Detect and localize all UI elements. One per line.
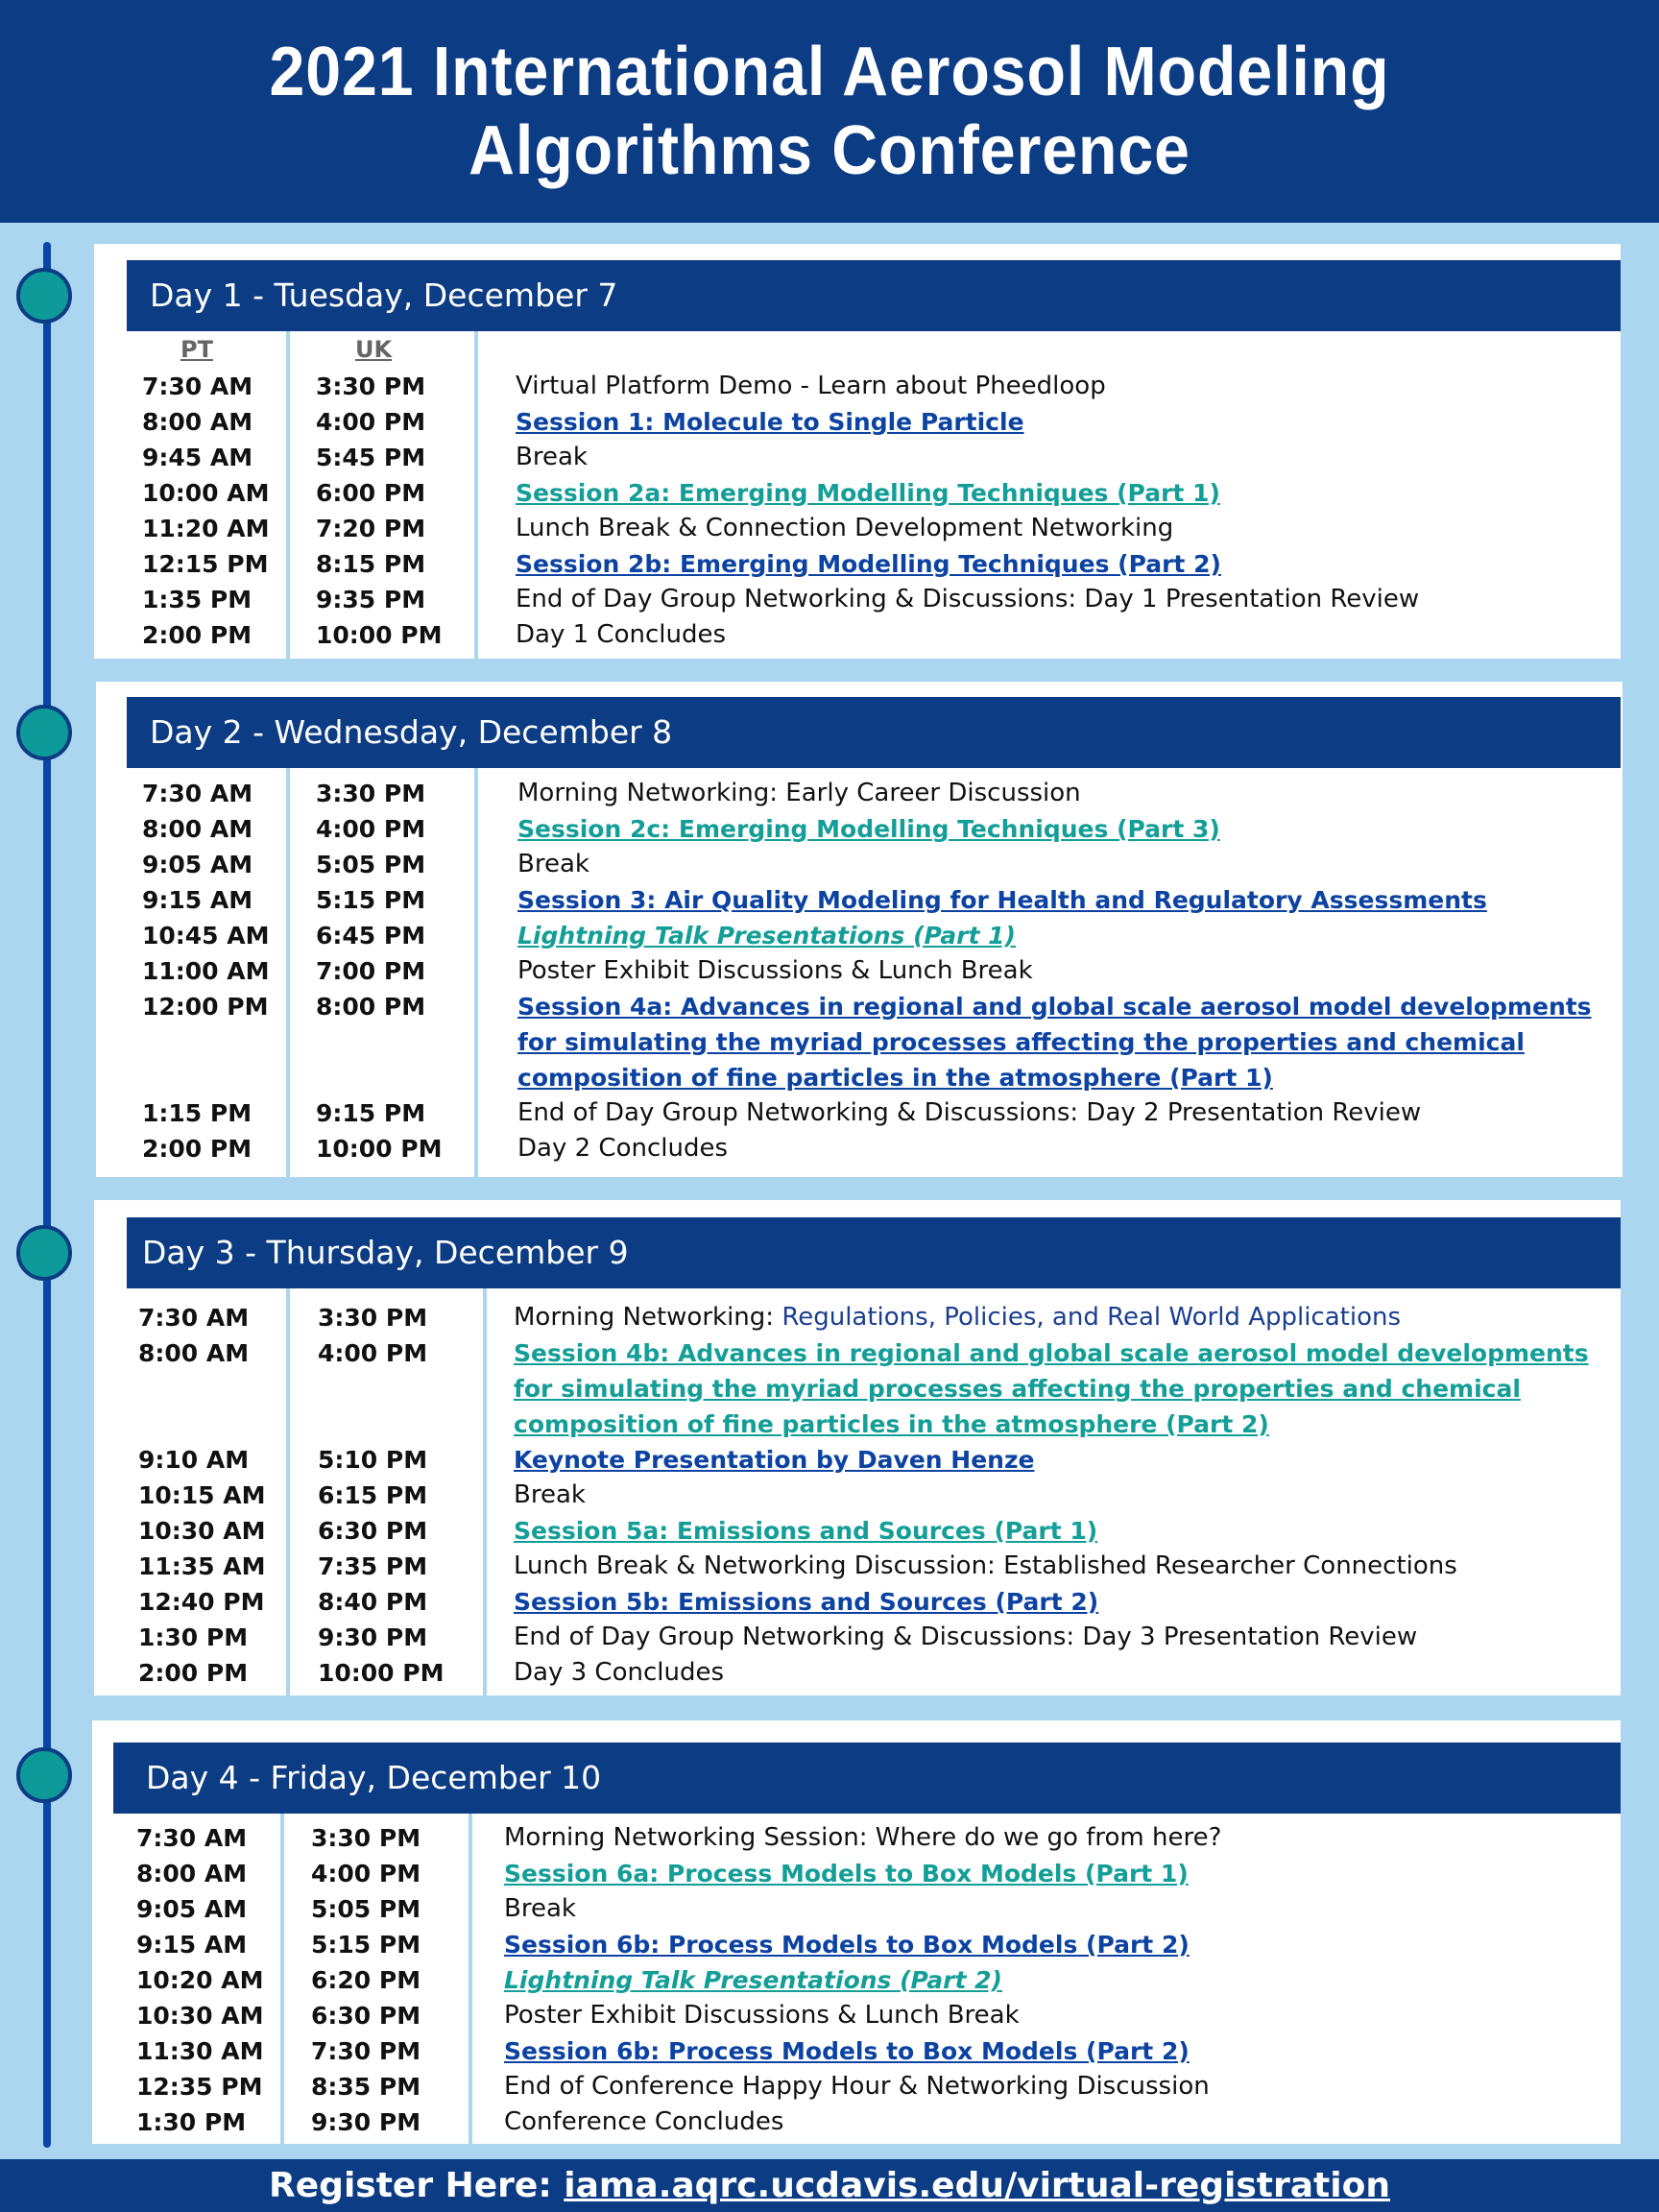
- uk-time: 7:35 PM: [318, 1552, 428, 1580]
- uk-time: 5:05 PM: [316, 851, 426, 878]
- day-4-header: Day 4 - Friday, December 10: [113, 1743, 1621, 1814]
- timeline-dot-day-3: [16, 1225, 72, 1281]
- schedule-row: [92, 1927, 1621, 1962]
- day-3-header: Day 3 - Thursday, December 9: [127, 1217, 1621, 1288]
- pt-time: 12:40 PM: [138, 1588, 265, 1616]
- uk-time: 5:45 PM: [316, 444, 426, 471]
- schedule-row: [94, 1584, 1621, 1620]
- pt-time: 1:15 PM: [142, 1099, 252, 1127]
- session-link[interactable]: Session 6b: Process Models to Box Models (Part 2): [504, 1931, 1190, 1959]
- uk-time: 10:00 PM: [316, 621, 443, 649]
- uk-time: 5:05 PM: [311, 1895, 421, 1923]
- uk-time: 3:30 PM: [318, 1304, 428, 1332]
- uk-time: 9:30 PM: [318, 1623, 428, 1651]
- pt-column-header: PT: [180, 336, 213, 363]
- pt-time: 7:30 AM: [142, 373, 253, 400]
- timeline-dot-day-4: [16, 1747, 72, 1803]
- day-1-card: [94, 244, 1621, 659]
- pt-time: 12:15 PM: [142, 550, 269, 578]
- uk-time: 8:15 PM: [316, 550, 426, 578]
- event-text: Day 3 Concludes: [514, 1658, 724, 1687]
- schedule-row: [94, 1335, 1621, 1442]
- uk-time: 8:40 PM: [318, 1588, 428, 1616]
- schedule-row: [94, 582, 1621, 617]
- uk-column-header: UK: [355, 336, 393, 363]
- pt-time: 8:00 AM: [136, 1860, 248, 1887]
- pt-time: 11:00 AM: [142, 957, 270, 985]
- event-text: Break: [504, 1894, 576, 1923]
- schedule-row: [96, 882, 1623, 918]
- event-text: End of Conference Happy Hour & Networking Discussion: [504, 2072, 1210, 2101]
- schedule-row: [96, 1131, 1623, 1166]
- event-text: Day 1 Concludes: [516, 620, 726, 649]
- uk-time: 5:15 PM: [311, 1931, 421, 1959]
- pt-time: 1:30 PM: [136, 2108, 247, 2136]
- session-link[interactable]: Session 6b: Process Models to Box Models (Part 2): [504, 2037, 1190, 2065]
- schedule-row: [92, 1891, 1621, 1927]
- pt-time: 1:30 PM: [138, 1623, 249, 1651]
- uk-time: 5:10 PM: [318, 1446, 428, 1474]
- day-1-header: Day 1 - Tuesday, December 7: [127, 260, 1621, 331]
- uk-time: 6:20 PM: [311, 1966, 421, 1994]
- schedule-row: [94, 1513, 1621, 1549]
- pt-time: 8:00 AM: [138, 1339, 250, 1367]
- schedule-row: [94, 369, 1621, 404]
- lightning-talk-link[interactable]: Lightning Talk Presentations (Part 2): [504, 1966, 1002, 1994]
- schedule-row: [94, 404, 1621, 440]
- uk-time: 6:45 PM: [316, 922, 426, 950]
- uk-time: 9:15 PM: [316, 1099, 426, 1127]
- pt-time: 8:00 AM: [142, 408, 253, 436]
- registration-link[interactable]: iama.aqrc.ucdavis.edu/virtual-registration: [564, 2166, 1390, 2205]
- event-text: Break: [516, 443, 588, 471]
- schedule-row: [94, 511, 1621, 546]
- schedule-row: [92, 1856, 1621, 1891]
- schedule-row: [94, 617, 1621, 653]
- schedule-row: [96, 918, 1623, 953]
- session-link[interactable]: Session 4b: Advances in regional and global scale aerosol model developments for simulating the myriad processes affecting the properties and chemical composition of fine particles in the atmosphere (Part 2): [514, 1339, 1589, 1438]
- day-3-card: [94, 1200, 1621, 1695]
- uk-time: 4:00 PM: [311, 1860, 421, 1887]
- uk-time: 4:00 PM: [318, 1339, 428, 1367]
- title-line-1: 2021 International Aerosol Modeling: [269, 34, 1390, 110]
- schedule-row: [92, 1962, 1621, 1998]
- schedule-row: [96, 776, 1623, 811]
- schedule-row: [94, 1655, 1621, 1691]
- pt-time: 8:00 AM: [142, 815, 253, 843]
- day-2-header: Day 2 - Wednesday, December 8: [127, 697, 1621, 768]
- pt-time: 10:00 AM: [142, 479, 270, 507]
- session-link[interactable]: Session 1: Molecule to Single Particle: [516, 408, 1024, 436]
- uk-time: 8:00 PM: [316, 993, 426, 1021]
- pt-time: 7:30 AM: [142, 780, 253, 807]
- uk-time: 10:00 PM: [318, 1659, 445, 1687]
- uk-time: 3:30 PM: [311, 1824, 421, 1852]
- event-text: Poster Exhibit Discussions & Lunch Break: [504, 2001, 1020, 2030]
- session-link[interactable]: Session 2a: Emerging Modelling Techniques (Part 1): [516, 479, 1220, 507]
- pt-time: 9:15 AM: [142, 886, 253, 914]
- schedule-row: [96, 989, 1623, 1095]
- pt-time: 12:35 PM: [136, 2073, 263, 2101]
- uk-time: 7:00 PM: [316, 957, 426, 985]
- register-label: Register Here:: [269, 2166, 565, 2205]
- schedule-row: [92, 2033, 1621, 2069]
- uk-time: 6:30 PM: [311, 2002, 421, 2030]
- uk-time: 8:35 PM: [311, 2073, 421, 2101]
- pt-time: 9:05 AM: [142, 851, 253, 878]
- pt-time: 10:45 AM: [142, 922, 270, 950]
- event-text: Morning Networking Session: Where do we go from here?: [504, 1823, 1222, 1852]
- pt-time: 10:30 AM: [138, 1517, 266, 1545]
- uk-time: 6:30 PM: [318, 1517, 428, 1545]
- uk-time: 9:30 PM: [311, 2108, 421, 2136]
- pt-time: 9:05 AM: [136, 1895, 248, 1923]
- uk-time: 7:20 PM: [316, 515, 426, 542]
- schedule-row: [96, 847, 1623, 882]
- event-highlight: Regulations, Policies, and Real World Applications: [781, 1303, 1402, 1332]
- pt-time: 11:35 AM: [138, 1552, 266, 1580]
- uk-time: 9:35 PM: [316, 586, 426, 613]
- event-text: Lunch Break & Connection Development Networking: [516, 514, 1174, 542]
- pt-time: 10:20 AM: [136, 1966, 264, 1994]
- event-text: Break: [514, 1480, 586, 1509]
- schedule-row: [94, 1300, 1621, 1335]
- uk-time: 6:15 PM: [318, 1481, 428, 1509]
- day-4-card: [92, 1720, 1621, 2144]
- schedule-row: [96, 1095, 1623, 1131]
- session-link[interactable]: Session 2c: Emerging Modelling Techniques (Part 3): [517, 815, 1220, 843]
- schedule-row: [94, 440, 1621, 475]
- event-text: Morning Networking: Early Career Discussion: [517, 779, 1081, 807]
- schedule-row: [92, 1820, 1621, 1856]
- uk-time: 3:30 PM: [316, 373, 426, 400]
- event-text: Day 2 Concludes: [517, 1134, 728, 1163]
- pt-time: 9:15 AM: [136, 1931, 248, 1959]
- pt-time: 7:30 AM: [138, 1304, 250, 1332]
- event-text: [514, 1300, 1401, 1335]
- pt-time: 11:30 AM: [136, 2037, 264, 2065]
- keynote-link[interactable]: Keynote Presentation by Daven Henze: [514, 1446, 1035, 1474]
- schedule-row: [94, 1478, 1621, 1513]
- pt-time: 2:00 PM: [142, 621, 252, 649]
- pt-time: 10:15 AM: [138, 1481, 266, 1509]
- event-text: End of Day Group Networking & Discussions: Day 3 Presentation Review: [514, 1623, 1418, 1651]
- pt-time: 9:10 AM: [138, 1446, 250, 1474]
- event-text: End of Day Group Networking & Discussions: Day 1 Presentation Review: [516, 585, 1420, 613]
- uk-time: 3:30 PM: [316, 780, 426, 807]
- day-2-card: [96, 682, 1623, 1177]
- session-link[interactable]: Session 5a: Emissions and Sources (Part 1): [514, 1517, 1098, 1545]
- lightning-talk-link[interactable]: Lightning Talk Presentations (Part 1): [517, 922, 1016, 950]
- schedule-row: [94, 475, 1621, 511]
- schedule-row: [92, 1998, 1621, 2033]
- session-link[interactable]: Session 6a: Process Models to Box Models (Part 1): [504, 1860, 1189, 1887]
- uk-time: 4:00 PM: [316, 408, 426, 436]
- uk-time: 10:00 PM: [316, 1135, 443, 1163]
- timeline-line: [43, 242, 51, 2148]
- pt-time: 2:00 PM: [142, 1135, 252, 1163]
- event-text: End of Day Group Networking & Discussions: Day 2 Presentation Review: [517, 1098, 1422, 1127]
- session-link[interactable]: Session 2b: Emerging Modelling Techniques (Part 2): [516, 550, 1221, 578]
- event-text: Lunch Break & Networking Discussion: Established Researcher Connections: [514, 1551, 1457, 1580]
- uk-time: 7:30 PM: [311, 2037, 421, 2065]
- schedule-row: [92, 2069, 1621, 2104]
- schedule-row: [96, 953, 1623, 989]
- pt-time: 7:30 AM: [136, 1824, 248, 1852]
- schedule-row: [92, 2104, 1621, 2140]
- session-link[interactable]: Session 5b: Emissions and Sources (Part 2): [514, 1588, 1099, 1616]
- schedule-row: [94, 1549, 1621, 1584]
- pt-time: 11:20 AM: [142, 515, 270, 542]
- schedule-row: [94, 546, 1621, 582]
- event-prefix: Morning Networking:: [514, 1303, 782, 1332]
- event-text: Virtual Platform Demo - Learn about Pheedloop: [516, 372, 1106, 400]
- uk-time: 5:15 PM: [316, 886, 426, 914]
- timeline-dot-day-1: [16, 268, 72, 324]
- pt-time: 2:00 PM: [138, 1659, 249, 1687]
- pt-time: 1:35 PM: [142, 586, 252, 613]
- pt-time: 9:45 AM: [142, 444, 253, 471]
- schedule-row: [96, 811, 1623, 847]
- timeline-dot-day-2: [16, 705, 72, 760]
- registration-footer: [0, 2159, 1659, 2212]
- event-text: Conference Concludes: [504, 2107, 784, 2136]
- title-line-2: Algorithms Conference: [469, 112, 1190, 189]
- pt-time: 10:30 AM: [136, 2002, 264, 2030]
- session-link[interactable]: Session 4a: Advances in regional and global scale aerosol model developments for simulating the myriad processes affecting the properties and chemical composition of fine particles in the atmosphere (Part 1): [517, 993, 1592, 1092]
- session-link[interactable]: Session 3: Air Quality Modeling for Health and Regulatory Assessments: [517, 886, 1487, 914]
- schedule-row: [94, 1620, 1621, 1655]
- event-text: Break: [517, 850, 589, 878]
- page-header: [0, 0, 1659, 223]
- pt-time: 12:00 PM: [142, 993, 269, 1021]
- uk-time: 6:00 PM: [316, 479, 426, 507]
- event-text: Poster Exhibit Discussions & Lunch Break: [517, 956, 1033, 985]
- uk-time: 4:00 PM: [316, 815, 426, 843]
- schedule-row: [94, 1442, 1621, 1478]
